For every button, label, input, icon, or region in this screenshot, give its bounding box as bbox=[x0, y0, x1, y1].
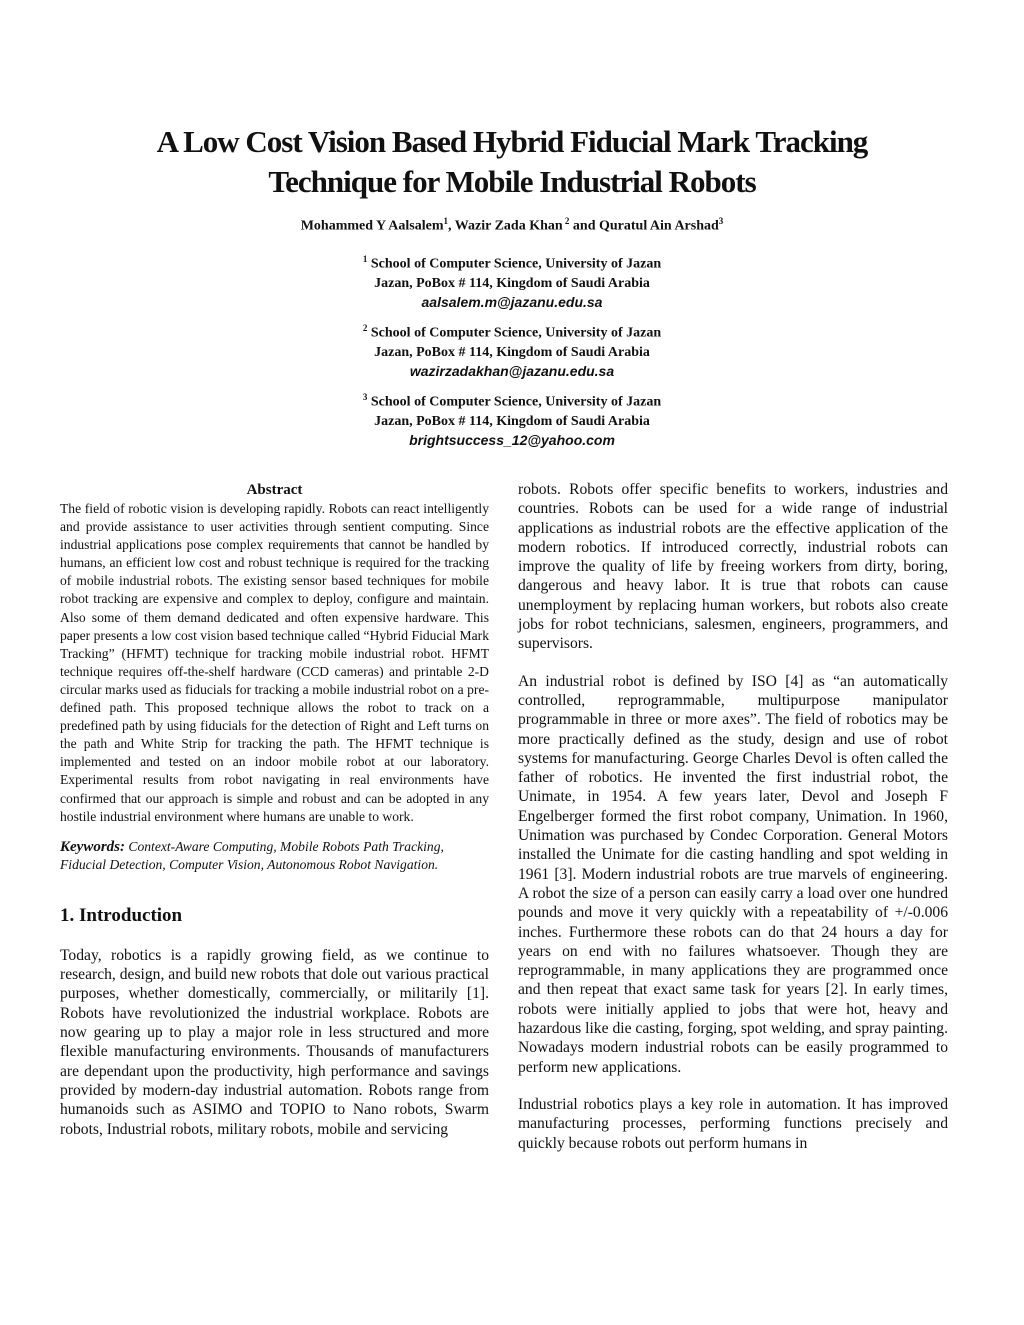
affiliation-3-line1: School of Computer Science, University of Jazan bbox=[367, 394, 662, 410]
abstract-body: The field of robotic vision is developing rapidly. Robots can react intelligently and provide assistance to user activities through sentient computing. Since industrial applications pose complex requirements that cannot be handled by humans, an efficient low cost and robust technique is required for the tracking of mobile industrial robots. The existing sensor based techniques for mobile robot tracking are expensive and complex to deploy, configure and maintain. Also some of them demand dedicated and often expensive hardware. This paper presents a low cost vision based technique called “Hybrid Fiducial Mark Tracking” (HFMT) technique for tracking mobile industrial robot. HFMT technique requires off-the-shelf hardware (CCD cameras) and printable 2-D circular marks used as fiducials for tracking a mobile industrial robot on a pre-defined path. This proposed technique allows the robot to track on a predefined path by using fiducials for the detection of Right and Left turns on the path and White Strip for tracking the path. The HFMT technique is implemented and tested on an indoor mobile robot at our laboratory. Experimental results from robot navigating in real environments have confirmed that our approach is simple and robust and can be adopted in any hostile industrial environment where humans are unable to work. bbox=[60, 501, 489, 824]
affiliation-3 bbox=[200, 388, 824, 450]
right-column bbox=[518, 480, 948, 1171]
keywords-text: Context-Aware Computing, Mobile Robots Path Tracking, Fiducial Detection, Computer Vision, Autonomous Robot Navigation. bbox=[60, 838, 444, 872]
author-1-affil-sup: 1 bbox=[443, 216, 449, 226]
affiliation-3-line2: Jazan, PoBox # 114, Kingdom of Saudi Arabia bbox=[374, 413, 650, 429]
affiliation-2 bbox=[200, 319, 824, 381]
author-1: Mohammed Y Aalsalem bbox=[300, 218, 444, 234]
author-list bbox=[100, 212, 924, 236]
title-line-2: Technique for Mobile Industrial Robots bbox=[268, 164, 756, 199]
affiliation-1 bbox=[200, 250, 824, 312]
author-2: , Wazir Zada Khan bbox=[448, 218, 563, 234]
affiliation-1-line2: Jazan, PoBox # 114, Kingdom of Saudi Arabia bbox=[374, 275, 650, 291]
introduction-paragraph-1: Today, robotics is a rapidly growing field, as we continue to research, design, and build new robots that dole out various practical purposes, whether domestically, commercially, or militarily [1]. Robots have revolutionized the industrial workplace. Robots are now gearing up to play a major role in less structured and more flexible manufacturing environments. Thousands of manufacturers are dependant upon the productivity, high performance and savings provided by modern-day industrial automation. Robots range from humanoids such as ASIMO and TOPIO to Nano robots, Swarm robots, Industrial robots, military robots, mobile and servicing bbox=[60, 946, 489, 1138]
affiliation-3-sup: 3 bbox=[362, 392, 368, 402]
affiliation-1-sup: 1 bbox=[362, 254, 368, 264]
affiliation-2-line1: School of Computer Science, University of Jazan bbox=[367, 325, 662, 341]
introduction-heading: 1. Introduction bbox=[60, 904, 183, 926]
left-column bbox=[60, 480, 489, 1139]
affiliation-2-line2: Jazan, PoBox # 114, Kingdom of Saudi Arabia bbox=[374, 344, 650, 360]
affiliation-3-email[interactable]: brightsuccess_12@yahoo.com bbox=[409, 431, 615, 448]
paper-title bbox=[100, 122, 924, 202]
right-paragraph-2: An industrial robot is defined by ISO [4] as “an automatically controlled, reprogrammable, multipurpose manipulator programmable in three or more axes”. The field of robotics may be more practically defined as the study, design and use of robot systems for manufacturing. George Charles Devol is often called the father of robotics. He invented the first industrial robot, the Unimate, in 1954. A few years later, Devol and Joseph F Engelberger formed the first robot company, Unimation. In 1960, Unimation was purchased by Condec Corporation. General Motors installed the Unimate for die casting handling and spot welding in 1961 [3]. Modern industrial robots are true marvels of engineering. A robot the size of a person can easily carry a load over one hundred pounds and move it very quickly with a repeatability of +/-0.006 inches. Furthermore these robots can do that 24 hours a day for years on end with no failures whatsoever. Though they are reprogrammable, in many applications they are programmed once and then repeat that exact same task for years [2]. In early times, robots were initially applied to jobs that were hot, heavy and hazardous like die casting, forging, spot welding, and spray painting. Nowadays modern industrial robots can be easily programmed to perform new applications. bbox=[518, 672, 948, 1076]
right-paragraph-1: robots. Robots offer specific benefits to workers, industries and countries. Robots can be used for a wide range of industrial applications as industrial robots are the effective application of the modern robotics. If introduced correctly, industrial robots can improve the quality of life by freeing workers from dirty, boring, dangerous and heavy labor. It is true that robots can cause unemployment by replacing human workers, but robots also create jobs for robot technicians, salesmen, engineers, programmers, and supervisors. bbox=[518, 481, 948, 653]
right-paragraph-3: Industrial robotics plays a key role in automation. It has improved manufacturing processes, performing functions precisely and quickly because robots out perform humans in bbox=[518, 1095, 948, 1152]
affiliation-1-line1: School of Computer Science, University of Jazan bbox=[367, 256, 662, 272]
author-3-affil-sup: 3 bbox=[718, 216, 724, 226]
affiliation-1-email[interactable]: aalsalem.m@jazanu.edu.sa bbox=[421, 293, 603, 310]
title-line-1: A Low Cost Vision Based Hybrid Fiducial Mark Tracking bbox=[156, 124, 868, 159]
author-2-affil-sup: 2 bbox=[562, 216, 570, 226]
affiliation-2-sup: 2 bbox=[362, 323, 368, 333]
author-3: and Quratul Ain Arshad bbox=[569, 218, 719, 234]
keywords bbox=[60, 838, 489, 874]
affiliation-2-email[interactable]: wazirzadakhan@jazanu.edu.sa bbox=[409, 362, 615, 379]
keywords-label: Keywords: bbox=[60, 838, 125, 855]
abstract-heading: Abstract bbox=[246, 482, 303, 498]
